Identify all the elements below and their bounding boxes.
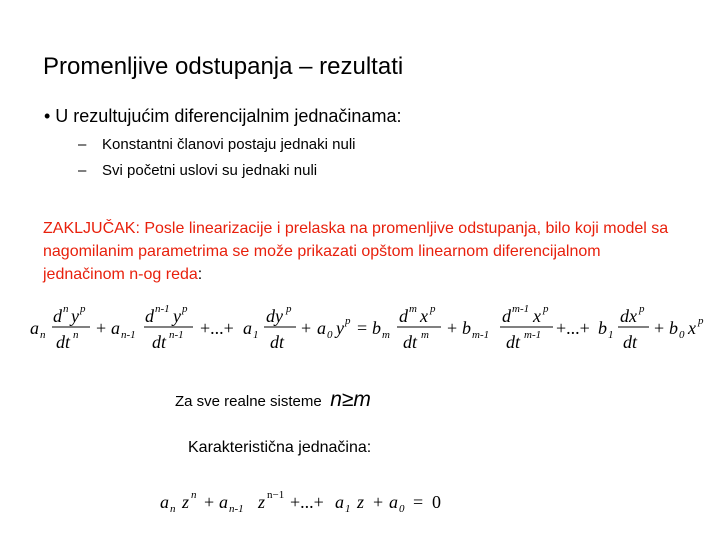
svg-text:b: b (462, 318, 471, 338)
svg-text:1: 1 (253, 329, 259, 341)
condition (175, 388, 371, 412)
svg-text:y: y (71, 306, 79, 326)
svg-text:0: 0 (679, 329, 685, 341)
svg-text:+: + (447, 318, 458, 338)
svg-text:+...+: +...+ (290, 492, 324, 512)
characteristic-equation-label (188, 439, 371, 457)
svg-text:n: n (40, 329, 46, 341)
sub-item-dash: – (78, 162, 87, 179)
svg-text:n-1: n-1 (121, 329, 136, 341)
svg-text:+...+: +...+ (556, 318, 590, 338)
char-eq-colon: : (366, 439, 372, 456)
svg-text:d: d (145, 306, 154, 326)
svg-text:0: 0 (327, 329, 333, 341)
svg-text:m: m (421, 329, 429, 341)
svg-text:dt: dt (152, 332, 167, 352)
svg-text:+: + (301, 318, 312, 338)
svg-text:p: p (80, 303, 86, 315)
sub-item-dash: – (78, 136, 87, 153)
svg-text:n: n (73, 329, 79, 341)
svg-text:b: b (598, 318, 607, 338)
svg-text:dt: dt (403, 332, 418, 352)
condition-relation: n≥m (330, 388, 371, 411)
svg-text:1: 1 (345, 503, 351, 515)
svg-text:m-1: m-1 (472, 329, 490, 341)
svg-text:b: b (372, 318, 381, 338)
svg-text:p: p (430, 303, 436, 315)
svg-text:z: z (258, 492, 266, 512)
svg-text:a: a (317, 318, 326, 338)
svg-text:dt: dt (623, 332, 638, 352)
conclusion-colon: : (197, 266, 203, 283)
svg-text:d: d (502, 306, 511, 326)
svg-text:m-1: m-1 (512, 303, 530, 315)
svg-text:dt: dt (270, 332, 285, 352)
svg-text:y: y (173, 306, 181, 326)
svg-text:n-1: n-1 (229, 503, 244, 515)
conclusion-text (43, 217, 683, 286)
svg-text:m: m (409, 303, 417, 315)
svg-text:+: + (373, 492, 384, 512)
svg-text:z: z (182, 492, 190, 512)
svg-text:dt: dt (506, 332, 521, 352)
svg-text:n−1: n−1 (267, 489, 285, 501)
svg-text:d: d (53, 306, 62, 326)
svg-text:n-1: n-1 (155, 303, 170, 315)
svg-text:+...+: +...+ (200, 318, 234, 338)
svg-text:x: x (688, 318, 696, 338)
svg-text:p: p (639, 303, 645, 315)
svg-text:n: n (191, 489, 197, 501)
svg-text:m-1: m-1 (524, 329, 542, 341)
svg-text:n: n (170, 503, 176, 515)
svg-text:m: m (382, 329, 390, 341)
svg-text:x: x (533, 306, 541, 326)
svg-text:a: a (335, 492, 344, 512)
sub-item-text: Konstantni članovi postaju jednaki nuli (102, 136, 356, 153)
svg-text:+: + (204, 492, 215, 512)
svg-text:=: = (357, 318, 368, 338)
svg-text:=: = (413, 492, 424, 512)
svg-text:a: a (160, 492, 169, 512)
char-eq-label-text: Karakteristična jednačina (188, 439, 367, 456)
slide-title: Promenljive odstupanja – rezultati (43, 53, 404, 80)
svg-text:1: 1 (608, 329, 614, 341)
svg-text:x: x (420, 306, 428, 326)
svg-text:b: b (669, 318, 678, 338)
sub-item (78, 136, 356, 153)
svg-text:n-1: n-1 (169, 329, 184, 341)
svg-text:p: p (345, 315, 351, 327)
svg-text:a: a (389, 492, 398, 512)
svg-text:dy: dy (266, 306, 283, 326)
svg-text:a: a (111, 318, 120, 338)
svg-text:0: 0 (399, 503, 405, 515)
svg-text:y: y (336, 318, 344, 338)
svg-text:n: n (63, 303, 69, 315)
sub-item (78, 162, 317, 179)
svg-text:p: p (698, 315, 704, 327)
svg-text:z: z (357, 492, 365, 512)
bullet-item: • U rezultujućim diferencijalnim jednačinama: (44, 106, 402, 126)
differential-equation-formula (0, 290, 720, 365)
svg-text:a: a (30, 318, 39, 338)
svg-text:dx: dx (620, 306, 637, 326)
svg-text:a: a (243, 318, 252, 338)
svg-text:p: p (543, 303, 549, 315)
sub-item-text: Svi početni uslovi su jednaki nuli (102, 162, 318, 179)
svg-text:a: a (219, 492, 228, 512)
svg-text:+: + (96, 318, 107, 338)
conclusion-body: ZAKLJUČAK: Posle linearizacije i prelaska na promenljive odstupanja, bilo koji model sa nagomilanim parametrima se može prikazati opštom linearnom diferencijalnom jednačinom n-og reda (43, 220, 669, 283)
svg-text:+: + (654, 318, 665, 338)
svg-text:0: 0 (432, 492, 441, 512)
svg-text:p: p (182, 303, 188, 315)
characteristic-equation-formula (0, 476, 720, 526)
svg-text:p: p (286, 303, 292, 315)
svg-text:dt: dt (56, 332, 71, 352)
condition-text: Za sve realne sisteme (175, 393, 322, 410)
svg-text:d: d (399, 306, 408, 326)
